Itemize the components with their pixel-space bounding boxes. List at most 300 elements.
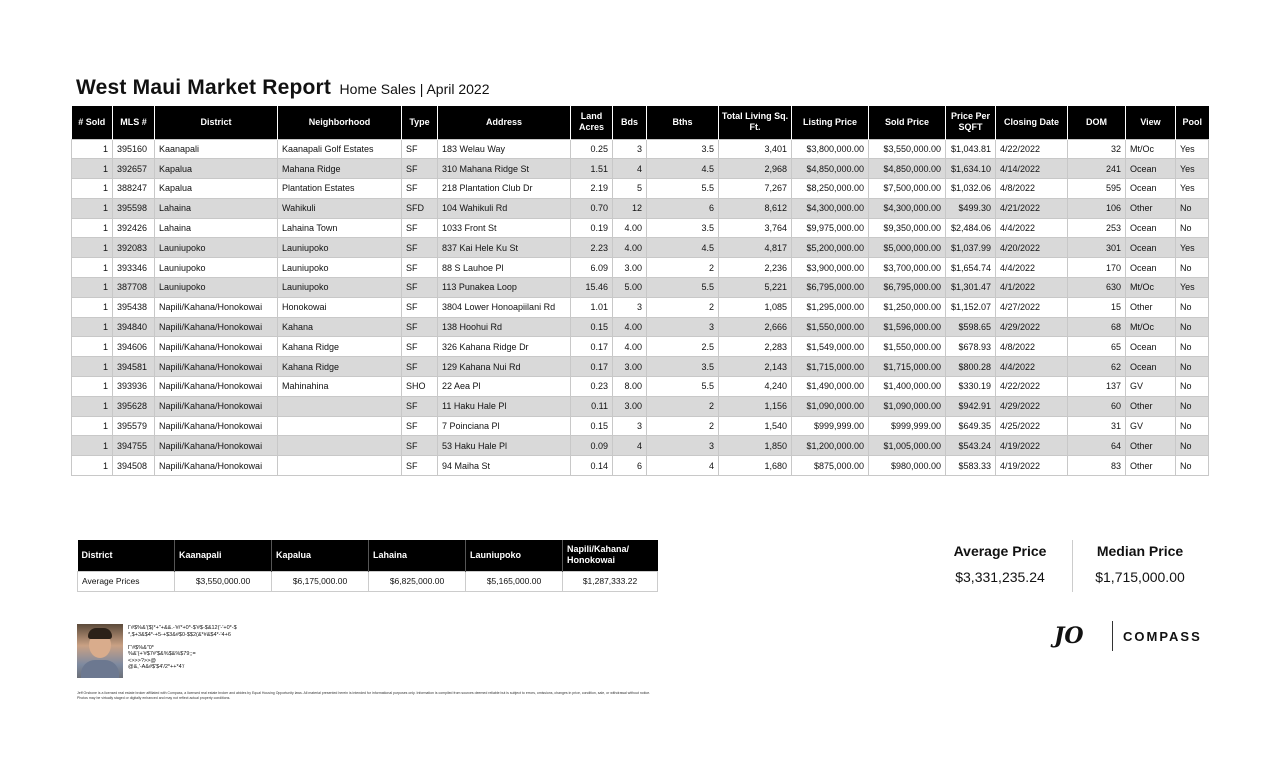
table-cell: 7,267 xyxy=(719,179,792,199)
table-cell: 394581 xyxy=(113,357,155,377)
table-row xyxy=(72,416,1209,436)
table-cell: 4/22/2022 xyxy=(996,377,1068,397)
table-cell: SF xyxy=(402,159,438,179)
average-cell: $3,550,000.00 xyxy=(175,571,272,591)
table-cell: Other xyxy=(1126,436,1176,456)
table-cell: $3,550,000.00 xyxy=(869,139,946,159)
table-cell: No xyxy=(1176,317,1209,337)
table-cell: 2 xyxy=(647,297,719,317)
table-cell: 4 xyxy=(613,159,647,179)
column-header: Address xyxy=(438,106,571,139)
table-cell: 170 xyxy=(1068,258,1126,278)
table-cell: 4/4/2022 xyxy=(996,258,1068,278)
table-cell: 4/20/2022 xyxy=(996,238,1068,258)
table-cell: $4,300,000.00 xyxy=(792,198,869,218)
table-cell: Other xyxy=(1126,297,1176,317)
table-cell: 3 xyxy=(613,416,647,436)
table-cell: 68 xyxy=(1068,317,1126,337)
agent-photo xyxy=(77,624,123,678)
table-cell: 4/8/2022 xyxy=(996,337,1068,357)
column-header: Type xyxy=(402,106,438,139)
table-cell: 1 xyxy=(72,436,113,456)
column-header: View xyxy=(1126,106,1176,139)
table-cell: 0.23 xyxy=(571,377,613,397)
table-cell: 4.00 xyxy=(613,238,647,258)
brand-logos xyxy=(1054,620,1202,652)
table-row xyxy=(72,297,1209,317)
table-cell: 4,817 xyxy=(719,238,792,258)
table-cell: Yes xyxy=(1176,179,1209,199)
report-subtitle: Home Sales | April 2022 xyxy=(339,81,490,97)
table-cell: $875,000.00 xyxy=(792,456,869,476)
table-cell: $5,000,000.00 xyxy=(869,238,946,258)
average-column-header: Napili/Kahana/ Honokowai xyxy=(563,540,658,571)
table-cell: 6 xyxy=(647,198,719,218)
table-cell: 0.11 xyxy=(571,396,613,416)
table-cell: 392426 xyxy=(113,218,155,238)
table-cell: Other xyxy=(1126,456,1176,476)
table-cell: 0.19 xyxy=(571,218,613,238)
table-cell: Lahaina xyxy=(155,218,278,238)
average-header-row xyxy=(78,540,658,571)
table-cell: $330.19 xyxy=(946,377,996,397)
table-cell: No xyxy=(1176,218,1209,238)
table-cell: 104 Wahikuli Rd xyxy=(438,198,571,218)
table-cell: SF xyxy=(402,297,438,317)
table-cell: 1 xyxy=(72,198,113,218)
table-cell: 113 Punakea Loop xyxy=(438,278,571,298)
table-cell: Kaanapali Golf Estates xyxy=(278,139,402,159)
legal-disclaimer: Jeff Orsbone is a licensed real estate broker affiliated with Compass, a licensed real estate broker and abides by Equal Housing Opportunity laws. All material presented herein is intended for informational purposes only. Information is compiled from sources deemed reliable but is subject to errors, omissions, changes in price, condition, sale, or withdrawal without notice. Photos may be virtually staged or digitally enhanced and may not reflect actual property conditions. xyxy=(77,691,651,700)
table-cell: $980,000.00 xyxy=(869,456,946,476)
table-cell: 395438 xyxy=(113,297,155,317)
table-cell: Lahaina Town xyxy=(278,218,402,238)
table-cell: 4/4/2022 xyxy=(996,357,1068,377)
column-header: Land Acres xyxy=(571,106,613,139)
table-cell: 393936 xyxy=(113,377,155,397)
table-cell: 2.19 xyxy=(571,179,613,199)
table-cell: 5.5 xyxy=(647,278,719,298)
table-cell: $999,999.00 xyxy=(792,416,869,436)
table-cell: 1.51 xyxy=(571,159,613,179)
column-header: MLS # xyxy=(113,106,155,139)
table-cell: Launiupoko xyxy=(155,258,278,278)
table-cell: $6,795,000.00 xyxy=(792,278,869,298)
table-cell: 3,764 xyxy=(719,218,792,238)
table-row xyxy=(72,218,1209,238)
table-cell: 3 xyxy=(647,436,719,456)
table-cell: Napili/Kahana/Honokowai xyxy=(155,337,278,357)
table-cell: $4,300,000.00 xyxy=(869,198,946,218)
table-cell: Plantation Estates xyxy=(278,179,402,199)
table-cell: $8,250,000.00 xyxy=(792,179,869,199)
column-header: Bds xyxy=(613,106,647,139)
table-cell: Launiupoko xyxy=(278,258,402,278)
table-cell: 4,240 xyxy=(719,377,792,397)
table-cell: $7,500,000.00 xyxy=(869,179,946,199)
table-cell: 0.14 xyxy=(571,456,613,476)
table-cell: 2,143 xyxy=(719,357,792,377)
table-cell: 4/1/2022 xyxy=(996,278,1068,298)
table-cell: 218 Plantation Club Dr xyxy=(438,179,571,199)
table-cell: $4,850,000.00 xyxy=(792,159,869,179)
table-cell: $3,900,000.00 xyxy=(792,258,869,278)
table-cell: 4.00 xyxy=(613,337,647,357)
table-cell: 392083 xyxy=(113,238,155,258)
table-cell: 1,085 xyxy=(719,297,792,317)
table-cell: $1,090,000.00 xyxy=(869,396,946,416)
table-cell: 64 xyxy=(1068,436,1126,456)
table-cell: 183 Welau Way xyxy=(438,139,571,159)
table-cell: 4/22/2022 xyxy=(996,139,1068,159)
table-cell: No xyxy=(1176,416,1209,436)
table-cell: No xyxy=(1176,456,1209,476)
table-cell: $649.35 xyxy=(946,416,996,436)
column-header: Sold Price xyxy=(869,106,946,139)
table-cell: $1,654.74 xyxy=(946,258,996,278)
table-cell: 15 xyxy=(1068,297,1126,317)
table-cell: 4/8/2022 xyxy=(996,179,1068,199)
table-cell: 4/19/2022 xyxy=(996,436,1068,456)
table-cell: 4/29/2022 xyxy=(996,396,1068,416)
table-cell: $499.30 xyxy=(946,198,996,218)
table-cell: 11 Haku Hale Pl xyxy=(438,396,571,416)
table-cell: Mt/Oc xyxy=(1126,139,1176,159)
table-row xyxy=(72,357,1209,377)
table-cell xyxy=(278,436,402,456)
average-column-header: Lahaina xyxy=(369,540,466,571)
table-cell: 137 xyxy=(1068,377,1126,397)
table-cell: Napili/Kahana/Honokowai xyxy=(155,396,278,416)
signature-logo: JO xyxy=(1054,623,1084,649)
table-cell: 12 xyxy=(613,198,647,218)
table-cell: 595 xyxy=(1068,179,1126,199)
table-cell: 2 xyxy=(647,396,719,416)
median-price-value: $1,715,000.00 xyxy=(1095,569,1185,585)
average-price-value: $3,331,235.24 xyxy=(955,569,1045,585)
table-cell: Kapalua xyxy=(155,159,278,179)
table-cell: $1,550,000.00 xyxy=(792,317,869,337)
table-cell: 3 xyxy=(647,317,719,337)
table-cell: $543.24 xyxy=(946,436,996,456)
table-cell: 1,540 xyxy=(719,416,792,436)
table-cell: $1,295,000.00 xyxy=(792,297,869,317)
table-cell: Other xyxy=(1126,198,1176,218)
table-cell: SF xyxy=(402,139,438,159)
table-cell: Ocean xyxy=(1126,258,1176,278)
table-cell: 1033 Front St xyxy=(438,218,571,238)
table-cell: SF xyxy=(402,357,438,377)
table-cell: $6,795,000.00 xyxy=(869,278,946,298)
average-prices-row xyxy=(78,571,658,591)
sales-header-row xyxy=(72,106,1209,139)
table-cell: 3804 Lower Honoapiilani Rd xyxy=(438,297,571,317)
table-cell: SF xyxy=(402,456,438,476)
table-cell: 310 Mahana Ridge St xyxy=(438,159,571,179)
table-cell: Kapalua xyxy=(155,179,278,199)
column-header: Bths xyxy=(647,106,719,139)
table-cell: Yes xyxy=(1176,238,1209,258)
table-cell: $3,800,000.00 xyxy=(792,139,869,159)
table-cell: Napili/Kahana/Honokowai xyxy=(155,456,278,476)
table-cell: $1,005,000.00 xyxy=(869,436,946,456)
table-cell: 1 xyxy=(72,139,113,159)
table-cell: 0.15 xyxy=(571,416,613,436)
table-cell: Ocean xyxy=(1126,218,1176,238)
table-row xyxy=(72,159,1209,179)
table-cell: No xyxy=(1176,258,1209,278)
table-cell: Wahikuli xyxy=(278,198,402,218)
table-cell: 8,612 xyxy=(719,198,792,218)
table-cell: 2.5 xyxy=(647,337,719,357)
table-cell: Mahinahina xyxy=(278,377,402,397)
table-row xyxy=(72,258,1209,278)
table-cell: Mt/Oc xyxy=(1126,278,1176,298)
table-cell: 392657 xyxy=(113,159,155,179)
table-cell: 2,283 xyxy=(719,337,792,357)
table-cell: $1,596,000.00 xyxy=(869,317,946,337)
average-column-header: District xyxy=(78,540,175,571)
table-cell: $999,999.00 xyxy=(869,416,946,436)
table-cell: No xyxy=(1176,337,1209,357)
table-cell: 326 Kahana Ridge Dr xyxy=(438,337,571,357)
table-cell: 1,850 xyxy=(719,436,792,456)
table-cell: 2.23 xyxy=(571,238,613,258)
table-cell: 3.00 xyxy=(613,258,647,278)
table-cell: $1,090,000.00 xyxy=(792,396,869,416)
table-row xyxy=(72,456,1209,476)
table-cell: 1 xyxy=(72,179,113,199)
table-cell: 4/27/2022 xyxy=(996,297,1068,317)
table-cell: Other xyxy=(1126,396,1176,416)
median-price-stat xyxy=(1082,543,1198,585)
table-cell: 395160 xyxy=(113,139,155,159)
table-cell: 1 xyxy=(72,218,113,238)
column-header: # Sold xyxy=(72,106,113,139)
table-cell: $1,490,000.00 xyxy=(792,377,869,397)
table-cell: 4/4/2022 xyxy=(996,218,1068,238)
table-row xyxy=(72,278,1209,298)
average-cell: Average Prices xyxy=(78,571,175,591)
table-cell: 3 xyxy=(613,297,647,317)
table-cell: SF xyxy=(402,396,438,416)
table-cell: Mahana Ridge xyxy=(278,159,402,179)
table-cell: Ocean xyxy=(1126,179,1176,199)
average-cell: $6,825,000.00 xyxy=(369,571,466,591)
table-cell: Launiupoko xyxy=(278,238,402,258)
table-cell: 837 Kai Hele Ku St xyxy=(438,238,571,258)
average-column-header: Kapalua xyxy=(272,540,369,571)
table-cell: 393346 xyxy=(113,258,155,278)
table-cell: $678.93 xyxy=(946,337,996,357)
table-cell: 0.17 xyxy=(571,357,613,377)
table-cell: 5.5 xyxy=(647,377,719,397)
average-cell: $1,287,333.22 xyxy=(563,571,658,591)
table-cell: 4/21/2022 xyxy=(996,198,1068,218)
table-cell: 1 xyxy=(72,456,113,476)
table-cell: Launiupoko xyxy=(278,278,402,298)
table-cell: SF xyxy=(402,278,438,298)
table-cell: 0.09 xyxy=(571,436,613,456)
column-header: Closing Date xyxy=(996,106,1068,139)
table-cell: 1,680 xyxy=(719,456,792,476)
table-cell: 253 xyxy=(1068,218,1126,238)
table-cell: Kahana Ridge xyxy=(278,357,402,377)
table-cell: 0.70 xyxy=(571,198,613,218)
table-cell: $1,037.99 xyxy=(946,238,996,258)
table-cell: 5,221 xyxy=(719,278,792,298)
table-cell: SF xyxy=(402,179,438,199)
table-cell: Kahana Ridge xyxy=(278,337,402,357)
table-cell: 1,156 xyxy=(719,396,792,416)
table-cell: $1,152.07 xyxy=(946,297,996,317)
table-cell: 53 Haku Hale Pl xyxy=(438,436,571,456)
table-cell: $3,700,000.00 xyxy=(869,258,946,278)
table-cell: 4 xyxy=(613,436,647,456)
table-cell: 394755 xyxy=(113,436,155,456)
table-cell: 106 xyxy=(1068,198,1126,218)
table-cell: 0.15 xyxy=(571,317,613,337)
column-header: DOM xyxy=(1068,106,1126,139)
column-header: Neighborhood xyxy=(278,106,402,139)
table-cell: Launiupoko xyxy=(155,238,278,258)
table-row xyxy=(72,436,1209,456)
table-cell: 129 Kahana Nui Rd xyxy=(438,357,571,377)
table-cell: SF xyxy=(402,238,438,258)
table-cell xyxy=(278,396,402,416)
table-row xyxy=(72,317,1209,337)
table-cell: Kaanapali xyxy=(155,139,278,159)
average-prices-table xyxy=(77,540,658,592)
table-cell: 22 Aea Pl xyxy=(438,377,571,397)
table-cell: 388247 xyxy=(113,179,155,199)
table-cell: $1,549,000.00 xyxy=(792,337,869,357)
agent-contact-text: Γ#$%&'($)*+"+&&.-'#/*+0*-$'#$-$&12('-'+0*-$ *,$+3&$4*-+5-+$3&#$0-$$2(&*#&$4*-'4+6 Γ'#$%&"0* %&'(+'#$7#'$&%$&%$79;;= <>>>?>>@ @&,'-A&#$'$4'/2*++*4'/ xyxy=(128,625,237,670)
table-cell: Napili/Kahana/Honokowai xyxy=(155,436,278,456)
table-cell: No xyxy=(1176,396,1209,416)
table-cell: Yes xyxy=(1176,278,1209,298)
table-cell: No xyxy=(1176,436,1209,456)
table-cell: Napili/Kahana/Honokowai xyxy=(155,297,278,317)
table-cell: $1,400,000.00 xyxy=(869,377,946,397)
table-cell xyxy=(278,416,402,436)
table-cell: SF xyxy=(402,416,438,436)
table-cell: $942.91 xyxy=(946,396,996,416)
table-cell: 4/14/2022 xyxy=(996,159,1068,179)
table-cell: 3.00 xyxy=(613,396,647,416)
table-cell: 1 xyxy=(72,337,113,357)
table-cell: 4/19/2022 xyxy=(996,456,1068,476)
table-cell: 1 xyxy=(72,258,113,278)
table-cell: SF xyxy=(402,317,438,337)
table-cell: 4.5 xyxy=(647,159,719,179)
table-cell: Launiupoko xyxy=(155,278,278,298)
average-cell: $6,175,000.00 xyxy=(272,571,369,591)
table-cell: 4.00 xyxy=(613,317,647,337)
table-cell: 3,401 xyxy=(719,139,792,159)
table-cell: 2 xyxy=(647,258,719,278)
table-cell: 3.5 xyxy=(647,218,719,238)
table-cell: Ocean xyxy=(1126,159,1176,179)
table-cell: SF xyxy=(402,436,438,456)
table-cell: Ocean xyxy=(1126,357,1176,377)
table-cell: 31 xyxy=(1068,416,1126,436)
average-column-header: Launiupoko xyxy=(466,540,563,571)
average-price-stat xyxy=(940,543,1060,585)
table-cell: $1,200,000.00 xyxy=(792,436,869,456)
table-cell: 301 xyxy=(1068,238,1126,258)
table-cell: Yes xyxy=(1176,159,1209,179)
sales-table-body xyxy=(72,139,1209,476)
table-cell: 0.25 xyxy=(571,139,613,159)
table-cell: Kahana xyxy=(278,317,402,337)
table-cell: 3 xyxy=(613,139,647,159)
report-title-row xyxy=(76,76,490,100)
table-cell: No xyxy=(1176,297,1209,317)
table-row xyxy=(72,179,1209,199)
table-cell: 7 Poinciana Pl xyxy=(438,416,571,436)
table-cell: 4.5 xyxy=(647,238,719,258)
table-cell: Ocean xyxy=(1126,238,1176,258)
table-cell: 395628 xyxy=(113,396,155,416)
median-price-label: Median Price xyxy=(1096,543,1184,559)
table-cell: 1 xyxy=(72,278,113,298)
table-cell: Lahaina xyxy=(155,198,278,218)
table-cell: GV xyxy=(1126,377,1176,397)
table-cell: 5.5 xyxy=(647,179,719,199)
table-cell: 2,968 xyxy=(719,159,792,179)
report-title: West Maui Market Report xyxy=(76,76,332,99)
table-cell: 5.00 xyxy=(613,278,647,298)
table-cell: $583.33 xyxy=(946,456,996,476)
table-cell: $1,250,000.00 xyxy=(869,297,946,317)
table-cell: 3.5 xyxy=(647,139,719,159)
table-row xyxy=(72,198,1209,218)
table-cell: 15.46 xyxy=(571,278,613,298)
table-cell: 394606 xyxy=(113,337,155,357)
table-cell: SF xyxy=(402,218,438,238)
table-cell: 1 xyxy=(72,396,113,416)
table-cell: 1 xyxy=(72,317,113,337)
table-cell: 394840 xyxy=(113,317,155,337)
table-row xyxy=(72,396,1209,416)
compass-logo: COMPASS xyxy=(1123,628,1202,644)
logo-divider xyxy=(1112,621,1113,651)
table-cell: 1 xyxy=(72,357,113,377)
table-cell: 2 xyxy=(647,416,719,436)
table-row xyxy=(72,377,1209,397)
table-cell: 0.17 xyxy=(571,337,613,357)
table-cell: 3.5 xyxy=(647,357,719,377)
table-cell: Mt/Oc xyxy=(1126,317,1176,337)
table-cell: GV xyxy=(1126,416,1176,436)
table-cell: 4 xyxy=(647,456,719,476)
table-cell: 3.00 xyxy=(613,357,647,377)
table-cell: Napili/Kahana/Honokowai xyxy=(155,377,278,397)
table-cell: 1 xyxy=(72,159,113,179)
table-cell: $9,350,000.00 xyxy=(869,218,946,238)
table-cell: Napili/Kahana/Honokowai xyxy=(155,416,278,436)
column-header: Pool xyxy=(1176,106,1209,139)
column-header: Listing Price xyxy=(792,106,869,139)
table-cell: 2,236 xyxy=(719,258,792,278)
table-cell: Honokowai xyxy=(278,297,402,317)
table-cell: 94 Maiha St xyxy=(438,456,571,476)
table-cell: $4,850,000.00 xyxy=(869,159,946,179)
table-cell: 1.01 xyxy=(571,297,613,317)
table-cell: $9,975,000.00 xyxy=(792,218,869,238)
table-cell: 4/29/2022 xyxy=(996,317,1068,337)
